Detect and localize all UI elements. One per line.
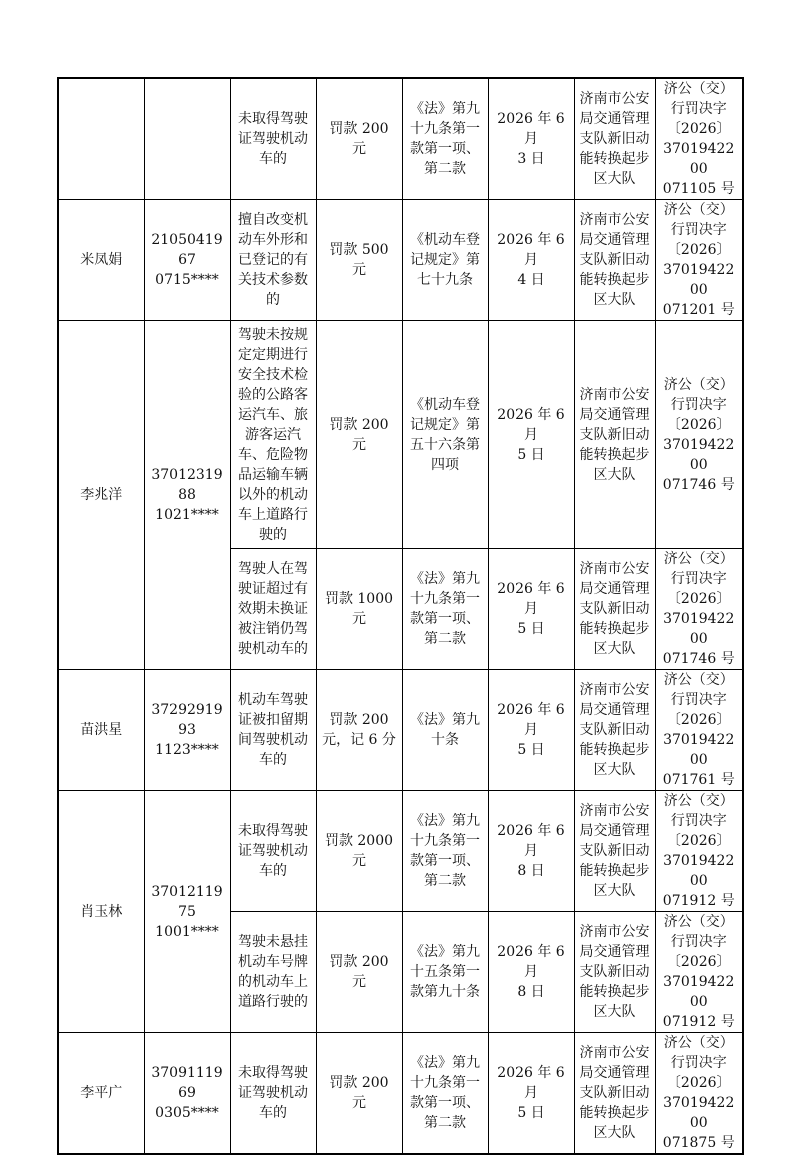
penalty-cell: 罚款 200 元 [316, 1033, 402, 1155]
document-number-cell: 济公（交） 行罚决字 〔2026〕 3701942200 071875 号 [655, 1033, 743, 1155]
legal-basis-cell: 《法》第九 十五条第一 款第九十条 [402, 912, 488, 1033]
penalty-cell: 罚款 2000 元 [316, 791, 402, 912]
violation-desc-cell: 机动车驾驶 证被扣留期 间驾驶机动 车的 [230, 670, 316, 791]
document-number-cell: 济公（交） 行罚决字 〔2026〕 3701942200 071746 号 [655, 321, 743, 549]
person-name-cell: 肖玉林 [58, 791, 144, 1033]
violation-desc-cell: 未取得驾驶 证驾驶机动 车的 [230, 78, 316, 200]
legal-basis-cell: 《法》第九 十九条第一 款第一项、 第二款 [402, 78, 488, 200]
authority-cell: 济南市公安 局交通管理 支队新旧动 能转换起步 区大队 [574, 1033, 655, 1155]
authority-cell: 济南市公安 局交通管理 支队新旧动 能转换起步 区大队 [574, 78, 655, 200]
person-name-cell: 米凤娟 [58, 200, 144, 321]
penalty-cell: 罚款 1000 元 [316, 549, 402, 670]
document-number-cell: 济公（交） 行罚决字 〔2026〕 3701942200 071761 号 [655, 670, 743, 791]
table-row [58, 78, 743, 200]
document-number-cell: 济公（交） 行罚决字 〔2026〕 3701942200 071105 号 [655, 78, 743, 200]
decision-date-cell: 2026 年 6 月 5 日 [488, 549, 574, 670]
violation-desc-cell: 驾驶未悬挂 机动车号牌 的机动车上 道路行驶的 [230, 912, 316, 1033]
penalty-cell: 罚款 500 元 [316, 200, 402, 321]
authority-cell: 济南市公安 局交通管理 支队新旧动 能转换起步 区大队 [574, 791, 655, 912]
document-number-cell: 济公（交） 行罚决字 〔2026〕 3701942200 071746 号 [655, 549, 743, 670]
decision-date-cell: 2026 年 6 月 3 日 [488, 78, 574, 200]
violation-desc-cell: 驾驶人在驾 驶证超过有 效期未换证 被注销仍驾 驶机动车的 [230, 549, 316, 670]
legal-basis-cell: 《法》第九 十条 [402, 670, 488, 791]
decision-date-cell: 2026 年 6 月 5 日 [488, 1033, 574, 1155]
table-row [58, 321, 743, 549]
legal-basis-cell: 《法》第九 十九条第一 款第一项、 第二款 [402, 549, 488, 670]
decision-date-cell: 2026 年 6 月 4 日 [488, 200, 574, 321]
penalty-table [57, 77, 744, 1155]
violation-desc-cell: 擅自改变机 动车外形和 已登记的有 关技术参数 的 [230, 200, 316, 321]
table-row [58, 200, 743, 321]
authority-cell: 济南市公安 局交通管理 支队新旧动 能转换起步 区大队 [574, 670, 655, 791]
decision-date-cell: 2026 年 6 月 5 日 [488, 670, 574, 791]
violation-desc-cell: 未取得驾驶 证驾驶机动 车的 [230, 1033, 316, 1155]
legal-basis-cell: 《法》第九 十九条第一 款第一项、 第二款 [402, 1033, 488, 1155]
authority-cell: 济南市公安 局交通管理 支队新旧动 能转换起步 区大队 [574, 200, 655, 321]
penalty-cell: 罚款 200 元 [316, 78, 402, 200]
legal-basis-cell: 《机动车登 记规定》第 七十九条 [402, 200, 488, 321]
person-name-cell: 苗洪星 [58, 670, 144, 791]
document-number-cell: 济公（交） 行罚决字 〔2026〕 3701942200 071912 号 [655, 912, 743, 1033]
document-number-cell: 济公（交） 行罚决字 〔2026〕 3701942200 071201 号 [655, 200, 743, 321]
authority-cell: 济南市公安 局交通管理 支队新旧动 能转换起步 区大队 [574, 912, 655, 1033]
authority-cell: 济南市公安 局交通管理 支队新旧动 能转换起步 区大队 [574, 549, 655, 670]
legal-basis-cell: 《法》第九 十九条第一 款第一项、 第二款 [402, 791, 488, 912]
penalty-cell: 罚款 200 元 [316, 321, 402, 549]
table-row [58, 670, 743, 791]
id-number-cell [144, 78, 230, 200]
table-row [58, 1033, 743, 1155]
document-number-cell: 济公（交） 行罚决字 〔2026〕 3701942200 071912 号 [655, 791, 743, 912]
id-number-cell: 2105041967 0715**** [144, 200, 230, 321]
decision-date-cell: 2026 年 6 月 5 日 [488, 321, 574, 549]
person-name-cell: 李平广 [58, 1033, 144, 1155]
person-name-cell [58, 78, 144, 200]
authority-cell: 济南市公安 局交通管理 支队新旧动 能转换起步 区大队 [574, 321, 655, 549]
legal-basis-cell: 《机动车登 记规定》第 五十六条第 四项 [402, 321, 488, 549]
person-name-cell: 李兆洋 [58, 321, 144, 670]
violation-desc-cell: 驾驶未按规 定定期进行 安全技术检 验的公路客 运汽车、旅 游客运汽 车、危险物 品运输车辆 以外的机动 车上道路行 驶的 [230, 321, 316, 549]
violation-desc-cell: 未取得驾驶 证驾驶机动 车的 [230, 791, 316, 912]
table-row [58, 791, 743, 912]
id-number-cell: 3701211975 1001**** [144, 791, 230, 1033]
penalty-cell: 罚款 200 元，记 6 分 [316, 670, 402, 791]
penalty-cell: 罚款 200 元 [316, 912, 402, 1033]
id-number-cell: 3709111969 0305**** [144, 1033, 230, 1155]
id-number-cell: 3729291993 1123**** [144, 670, 230, 791]
id-number-cell: 3701231988 1021**** [144, 321, 230, 670]
decision-date-cell: 2026 年 6 月 8 日 [488, 912, 574, 1033]
decision-date-cell: 2026 年 6 月 8 日 [488, 791, 574, 912]
